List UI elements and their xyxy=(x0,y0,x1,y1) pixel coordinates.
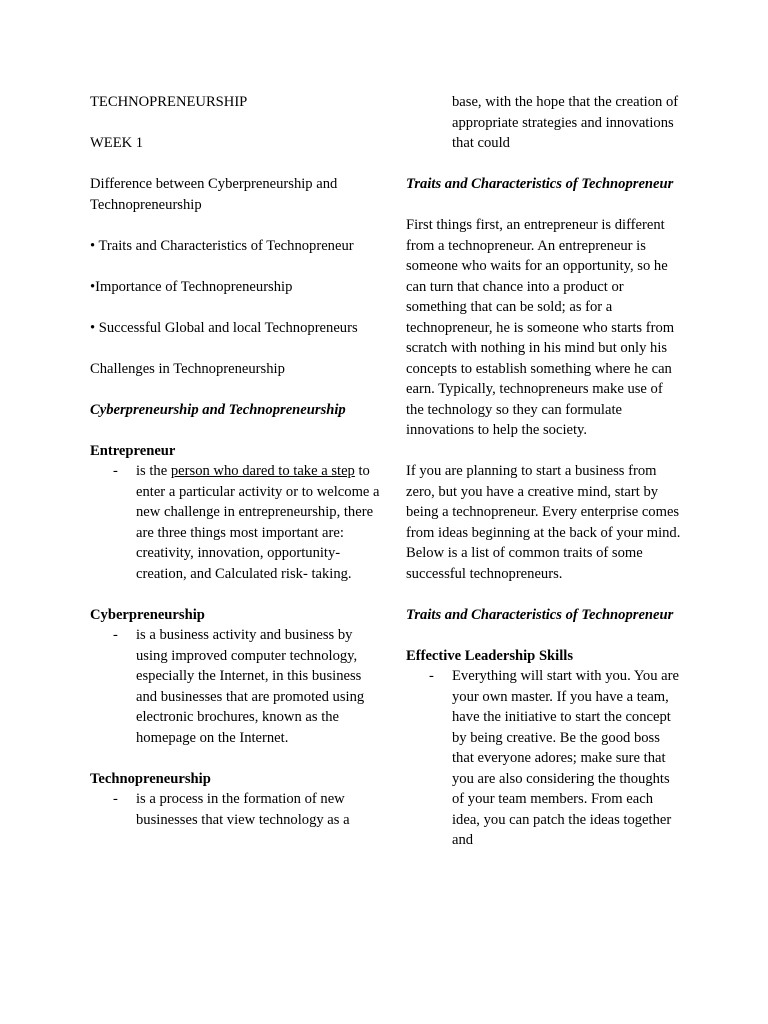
paragraph: First things first, an entrepreneur is different from a technopreneur. An entrepreneur is someone who waits for an opportunity, so he can turn that chance into a product or something that can be sold; as for a technopreneur, he is someone who starts from scratch with nothing in his mind but only his concepts to establish something where he can earn. Typically, technopreneurs make use of the technology so they can formulate innovations to help the society. xyxy=(406,217,675,438)
paragraph: If you are planning to start a business from zero, but you have a creative mind, start by being a technopreneur. Every enterprise comes from ideas beginning at the back of your mind. Below is a list of common traits of some successful technopreneurs. xyxy=(406,463,681,582)
section-heading: Cyberpreneurship and Technopreneurship xyxy=(90,401,346,418)
topic-item: •Importance of Technopreneurship xyxy=(90,278,293,295)
week-label: WEEK 1 xyxy=(90,135,144,151)
dash-bullet: - xyxy=(113,791,118,807)
entrepreneur-heading: Entrepreneur xyxy=(90,442,176,459)
leadership-text xyxy=(406,666,682,851)
underlined-text: person who dared to take a step xyxy=(170,463,355,479)
dash-bullet: - xyxy=(429,668,434,684)
left-column xyxy=(90,92,380,830)
technopreneurship-definition xyxy=(90,789,380,830)
continued-text: base, with the hope that the creation of appropriate strategies and innovations that could xyxy=(452,94,679,151)
section-heading: Traits and Characteristics of Technopreneur xyxy=(406,606,674,623)
topic-item: Difference between Cyberpreneurship and Technopreneurship xyxy=(90,176,338,213)
definition-text: is a business activity and business by using improved computer technology, especially the Internet, in this business and businesses that are promoted using electronic brochures, known as the homepage on the Internet. xyxy=(136,627,365,746)
cyberpreneurship-definition xyxy=(90,625,380,748)
topic-item: • Traits and Characteristics of Technopreneur xyxy=(90,237,354,254)
dash-bullet: - xyxy=(113,627,118,643)
entrepreneur-definition xyxy=(90,461,380,584)
right-column xyxy=(406,92,682,851)
definition-text: is the xyxy=(136,463,171,479)
cyberpreneurship-heading: Cyberpreneurship xyxy=(90,606,205,623)
dash-bullet: - xyxy=(113,463,118,479)
section-heading: Traits and Characteristics of Technopreneur xyxy=(406,176,674,192)
leadership-heading: Effective Leadership Skills xyxy=(406,647,574,664)
topic-item: • Successful Global and local Technopreneurs xyxy=(90,319,358,336)
definition-text: is a process in the formation of new businesses that view technology as a xyxy=(136,791,350,828)
technopreneurship-heading: Technopreneurship xyxy=(90,770,211,787)
topic-item: Challenges in Technopreneurship xyxy=(90,360,285,377)
definition-text: Everything will start with you. You are your own master. If you have a team, have the initiative to start the concept by being creative. Be the good boss that everyone adores; make sure that you are also considering the thoughts of your team members. From each idea, you can patch the ideas together and xyxy=(452,668,679,848)
definition-text: to enter a particular activity or to welcome a new challenge in entrepreneurship, there are three things most important are: creativity, innovation, opportunity-creation, and Calculated risk- taking. xyxy=(136,463,380,582)
document-title: TECHNOPRENEURSHIP xyxy=(90,94,248,110)
